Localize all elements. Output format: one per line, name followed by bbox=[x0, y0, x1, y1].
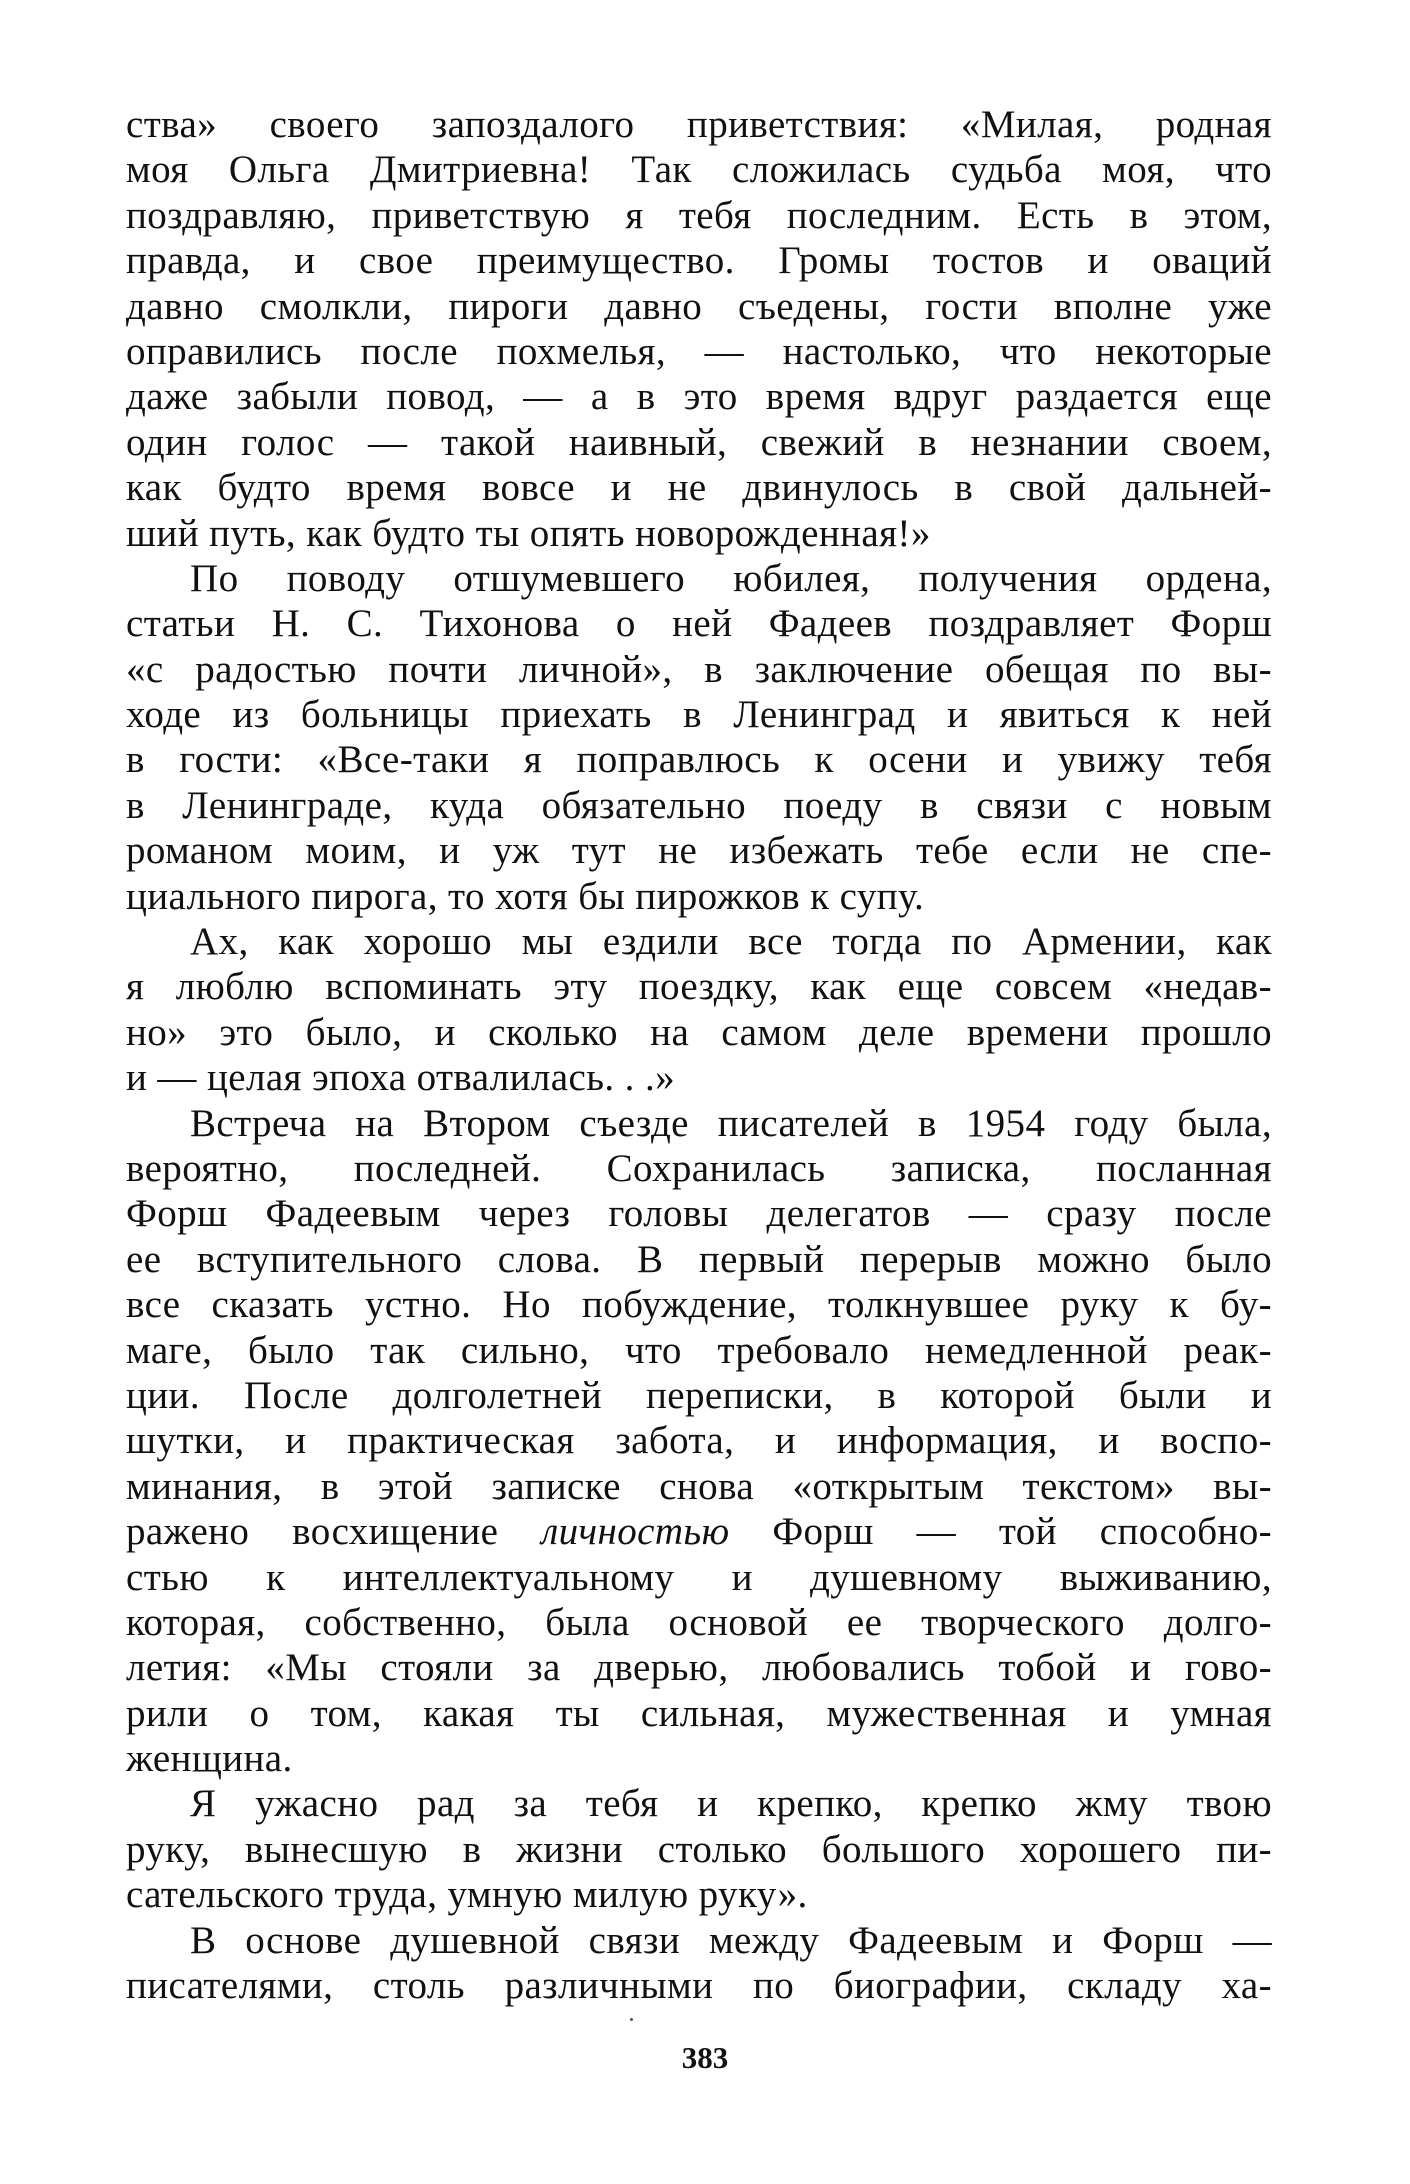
text-line: один голос — такой наивный, свежий в незнании своем, bbox=[126, 420, 1272, 464]
text-line: давно смолкли, пироги давно съедены, гости вполне уже bbox=[126, 284, 1272, 328]
text-line: Я ужасно рад за тебя и крепко, крепко жму твою bbox=[190, 1782, 1272, 1826]
text-line: «с радостью почти личной», в заключение обещая по вы- bbox=[126, 647, 1272, 691]
text-line: стью к интеллектуальному и душевному выживанию, bbox=[126, 1555, 1272, 1599]
text-line: все сказать устно. Но побуждение, толкнувшее руку к бу- bbox=[126, 1283, 1272, 1327]
text-line: циального пирога, то хотя бы пирожков к супу. bbox=[126, 874, 925, 918]
text-line: ее вступительного слова. В первый перерыв можно было bbox=[126, 1237, 1272, 1281]
text-fragment: Форш — той способно- bbox=[772, 1510, 1273, 1554]
text-line: летия: «Мы стояли за дверью, любовались тобой и гово- bbox=[126, 1646, 1272, 1690]
text-line: сательского труда, умную милую руку». bbox=[126, 1873, 808, 1917]
text-fragment: ражено восхищение bbox=[126, 1510, 499, 1554]
paragraph bbox=[126, 919, 1272, 1101]
text-line: моя Ольга Дмитриевна! Так сложилась судьба моя, что bbox=[126, 148, 1272, 192]
text-line-with-italic bbox=[126, 1509, 1272, 1554]
italic-emphasis: личностью bbox=[541, 1510, 730, 1554]
text-line: ший путь, как будто ты опять новорожденная!» bbox=[126, 511, 931, 555]
text-line: оправились после похмелья, — настолько, что некоторые bbox=[126, 329, 1272, 373]
paragraph bbox=[126, 1101, 1272, 1782]
text-line: в Ленинграде, куда обязательно поеду в связи с новым bbox=[126, 783, 1272, 827]
text-line: минания, в этой записке снова «открытым текстом» вы- bbox=[126, 1464, 1272, 1508]
text-line: шутки, и практическая забота, и информация, и воспо- bbox=[126, 1419, 1272, 1463]
text-line: романом моим, и уж тут не избежать тебе если не спе- bbox=[126, 829, 1272, 873]
text-line: женщина. bbox=[126, 1737, 293, 1781]
print-speck bbox=[630, 2018, 633, 2021]
paragraph bbox=[126, 1781, 1272, 1917]
text-line: Форш Фадеевым через головы делегатов — сразу после bbox=[126, 1192, 1272, 1236]
text-line: По поводу отшумевшего юбилея, получения ордена, bbox=[190, 556, 1272, 600]
text-line: и — целая эпоха отвалилась. . .» bbox=[126, 1056, 676, 1100]
text-line: ходе из больницы приехать в Ленинград и явиться к ней bbox=[126, 693, 1272, 737]
text-line: статьи Н. С. Тихонова о ней Фадеев поздравляет Форш bbox=[126, 602, 1272, 646]
text-line: вероятно, последней. Сохранилась записка, посланная bbox=[126, 1146, 1272, 1190]
text-line: ства» своего запоздалого приветствия: «Милая, родная bbox=[126, 103, 1272, 146]
text-line: поздравляю, приветствую я тебя последним. Есть в этом, bbox=[126, 193, 1272, 237]
paragraph bbox=[126, 102, 1272, 556]
text-line: ции. После долголетней переписки, в которой были и bbox=[126, 1373, 1272, 1417]
text-line: даже забыли повод, — а в это время вдруг раздается еще bbox=[126, 375, 1272, 419]
text-line: писателями, столь различными по биографии, складу ха- bbox=[126, 1964, 1272, 2008]
text-line: правда, и свое преимущество. Громы тостов и оваций bbox=[126, 239, 1272, 283]
text-line: Ах, как хорошо мы ездили все тогда по Армении, как bbox=[190, 920, 1272, 964]
paragraph bbox=[126, 556, 1272, 919]
text-line: как будто время вовсе и не двинулось в свой дальней- bbox=[126, 466, 1272, 510]
text-line: но» это было, и сколько на самом деле времени прошло bbox=[126, 1010, 1272, 1054]
text-line: маге, было так сильно, что требовало немедленной реак- bbox=[126, 1328, 1272, 1372]
text-line: которая, собственно, была основой ее творческого долго- bbox=[126, 1600, 1272, 1644]
text-line: я люблю вспоминать эту поездку, как еще совсем «недав- bbox=[126, 965, 1272, 1009]
text-line: Встреча на Втором съезде писателей в 1954 году была, bbox=[190, 1101, 1272, 1145]
text-line: рили о том, какая ты сильная, мужественная и умная bbox=[126, 1691, 1272, 1735]
text-line: руку, вынесшую в жизни столько большого хорошего пи- bbox=[126, 1827, 1272, 1871]
body-text bbox=[126, 102, 1272, 2008]
paragraph bbox=[126, 1918, 1272, 2009]
text-line: в гости: «Все-таки я поправлюсь к осени и увижу тебя bbox=[126, 738, 1272, 782]
page-number: 383 bbox=[681, 2040, 729, 2075]
text-line: В основе душевной связи между Фадеевым и Форш — bbox=[190, 1918, 1272, 1962]
